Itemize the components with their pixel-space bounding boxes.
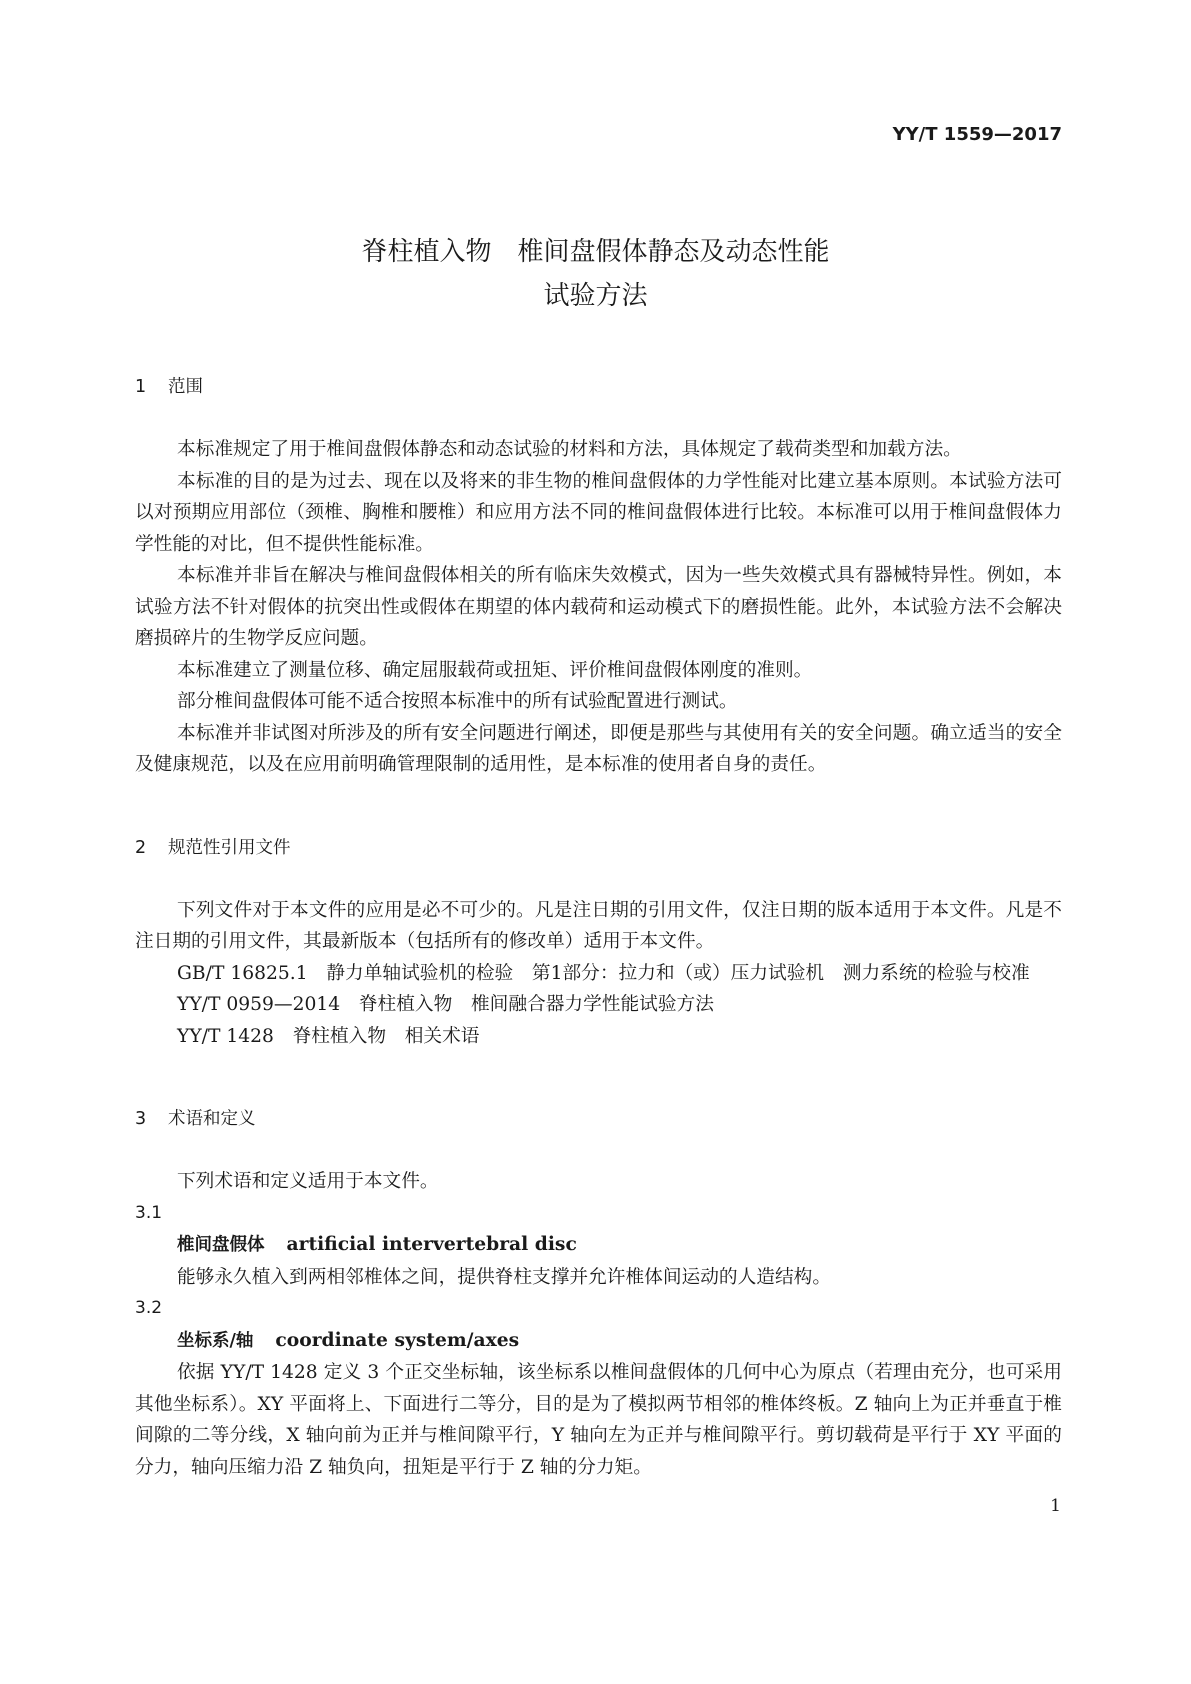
section-title: 范围 (168, 377, 203, 397)
term-title (135, 1325, 1062, 1358)
paragraph: 本标准并非旨在解决与椎间盘假体相关的所有临床失效模式，因为一些失效模式具有器械特异性。例如，本试验方法不针对假体的抗突出性或假体在期望的体内载荷和运动模式下的磨损性能。此外，本试验方法不会解决磨损碎片的生物学反应问题。 (135, 565, 1062, 649)
section-number: 1 (135, 377, 147, 397)
term-definition: 依据 YY/T 1428 定义 3 个正交坐标轴，该坐标系以椎间盘假体的几何中心为原点（若理由充分，也可采用其他坐标系）。XY 平面将上、下面进行二等分，目的是为了模拟两节相邻的椎体终板。Z 轴向上为正并垂直于椎间隙的二等分线，X 轴向前为正并与椎间隙平行，Y 轴向左为正并与椎间隙平行。剪切载荷是平行于 XY 平面的分力，轴向压缩力沿 Z 轴负向，扭矩是平行于 Z 轴的分力矩。 (135, 1362, 1062, 1478)
paragraph: 本标准并非试图对所涉及的所有安全问题进行阐述，即便是那些与其使用有关的安全问题。确立适当的安全及健康规范，以及在应用前明确管理限制的适用性，是本标准的使用者自身的责任。 (135, 722, 1062, 775)
paragraph: 下列术语和定义适用于本文件。 (177, 1171, 439, 1192)
title-line-2: 试验方法 (543, 281, 648, 311)
term-definition: 能够永久植入到两相邻椎体之间，提供脊柱支撑并允许椎体间运动的人造结构。 (177, 1266, 832, 1288)
paragraph: 本标准建立了测量位移、确定屈服载荷或扭矩、评价椎间盘假体刚度的准则。 (177, 659, 813, 681)
paragraph: 部分椎间盘假体可能不适合按照本标准中的所有试验配置进行测试。 (177, 691, 738, 712)
section-title: 规范性引用文件 (168, 837, 291, 858)
term-english: artificial intervertebral disc (286, 1233, 577, 1255)
section-heading (135, 831, 1062, 865)
section-heading (135, 370, 1062, 404)
section-number: 2 (135, 837, 147, 858)
reference-item: GB/T 16825.1 静力单轴试验机的检验 第1部分：拉力和（或）压力试验机 测力系统的检验与校准 (177, 962, 1030, 984)
paragraph: 下列文件对于本文件的应用是必不可少的。凡是注日期的引用文件，仅注日期的版本适用于本文件。凡是不注日期的引用文件，其最新版本（包括所有的修改单）适用于本文件。 (135, 899, 1062, 952)
section-scope (135, 370, 1062, 781)
document-body (135, 370, 1062, 1483)
document-title (0, 230, 1191, 318)
section-title: 术语和定义 (168, 1109, 256, 1129)
term-english: coordinate system/axes (275, 1328, 520, 1351)
term-number: 3.2 (135, 1298, 163, 1318)
page-number: 1 (1050, 1496, 1061, 1516)
section-heading (135, 1102, 1062, 1136)
reference-item: YY/T 1428 脊柱植入物 相关术语 (177, 1025, 480, 1047)
section-terms-definitions (135, 1102, 1062, 1483)
section-normative-references (135, 831, 1062, 1053)
paragraph: 本标准的目的是为过去、现在以及将来的非生物的椎间盘假体的力学性能对比建立基本原则。本试验方法可以对预期应用部位（颈椎、胸椎和腰椎）和应用方法不同的椎间盘假体进行比较。本标准可以用于椎间盘假体力学性能的对比，但不提供性能标准。 (135, 470, 1062, 555)
paragraph: 本标准规定了用于椎间盘假体静态和动态试验的材料和方法，具体规定了载荷类型和加载方法。 (177, 439, 962, 460)
term-chinese: 坐标系/轴 (177, 1330, 254, 1351)
standard-number: YY/T 1559—2017 (892, 124, 1062, 145)
term-title (135, 1229, 1062, 1262)
reference-item: YY/T 0959—2014 脊柱植入物 椎间融合器力学性能试验方法 (177, 994, 714, 1015)
section-number: 3 (135, 1109, 147, 1129)
term-chinese: 椎间盘假体 (177, 1235, 265, 1255)
term-number: 3.1 (135, 1202, 163, 1223)
title-line-1: 脊柱植入物 椎间盘假体静态及动态性能 (361, 237, 830, 267)
